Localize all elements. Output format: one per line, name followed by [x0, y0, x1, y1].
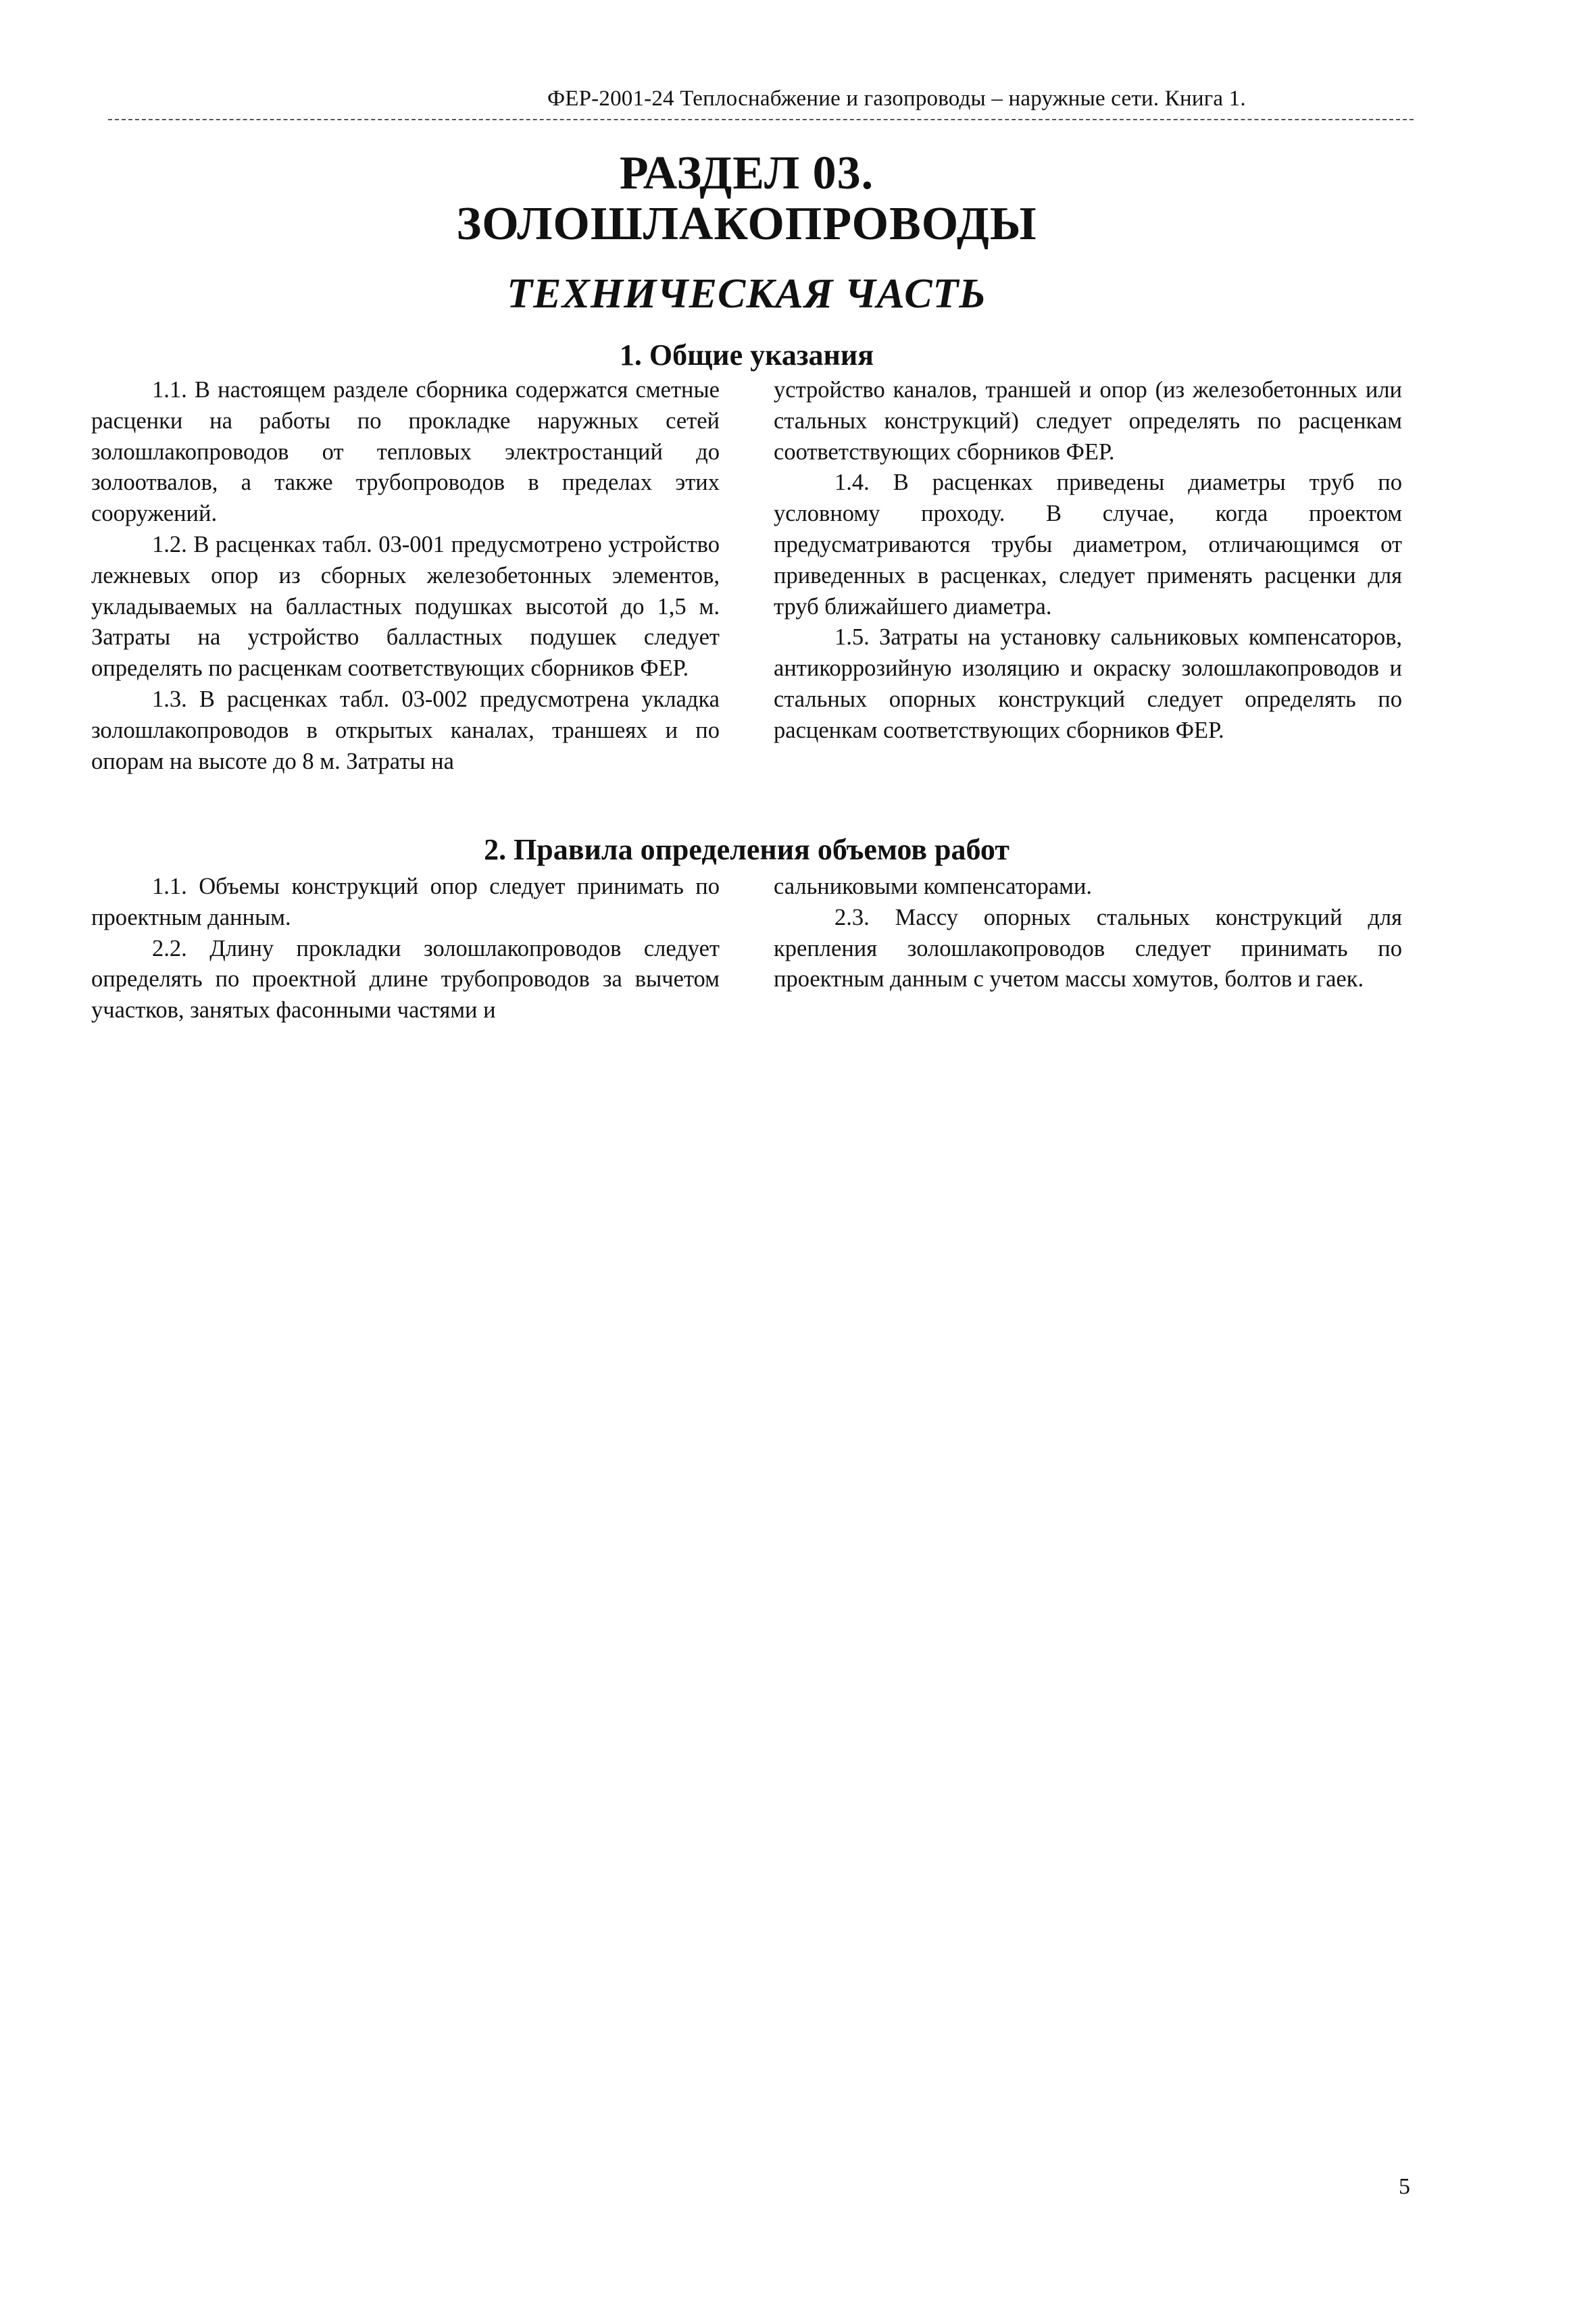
section-name-title: ЗОЛОШЛАКОПРОВОДЫ: [456, 198, 1037, 250]
paragraph-2-2: 2.2. Длину прокладки золошлакопроводов следует определять по проектной длине трубопроводов за вычетом участков, занятых фасонными частями и: [91, 935, 720, 1024]
paragraph-2-1: 1.1. Объемы конструкций опор следует принимать по проектным данным.: [91, 874, 720, 930]
page-number: 5: [1399, 2174, 1410, 2199]
technical-part-subtitle: ТЕХНИЧЕСКАЯ ЧАСТЬ: [507, 271, 987, 317]
paragraph-2-2-continued: сальниковыми компенсаторами.: [774, 874, 1093, 899]
section-number-title: РАЗДЕЛ 03.: [619, 147, 874, 199]
paragraph-1-3-continued: устройство каналов, траншей и опор (из железобетонных или стальных конструкций) следует определять по расценкам соответствующих сборников ФЕР.: [774, 377, 1402, 465]
general-instructions-left-column: [91, 375, 720, 777]
paragraph-1-2: 1.2. В расценках табл. 03-001 предусмотрено устройство лежневых опор из сборных железобетонных элементов, укладываемых на балластных подушках высотой до 1,5 м. Затраты на устройство балластных подушек следует определять по расценкам соответствующих сборников ФЕР.: [91, 531, 720, 682]
header-rule: [108, 119, 1414, 120]
paragraph-1-4: 1.4. В расценках приведены диаметры труб по условному проходу. В случае, когда проектом предусматриваются трубы диаметром, отличающимся от приведенных в расценках, следует применять расценки для труб ближайшего диаметра.: [774, 470, 1402, 620]
paragraph-2-3: 2.3. Массу опорных стальных конструкций для крепления золошлакопроводов следует принимать по проектным данным с учетом массы хомутов, болтов и гаек.: [774, 904, 1402, 992]
paragraph-1-1: 1.1. В настоящем разделе сборника содержатся сметные расценки на работы по прокладке наружных сетей золошлакопроводов от тепловых электростанций до золоотвалов, а также трубопроводов в пределах этих сооружений.: [91, 377, 720, 527]
volume-rules-heading: 2. Правила определения объемов работ: [484, 833, 1009, 866]
paragraph-1-5: 1.5. Затраты на установку сальниковых компенсаторов, антикоррозийную изоляцию и окраску золошлакопроводов и стальных опорных конструкций следует определять по расценкам соответствующих сборников ФЕР.: [774, 624, 1402, 743]
volume-rules-right-column: [774, 872, 1402, 995]
paragraph-1-3: 1.3. В расценках табл. 03-002 предусмотрена укладка золошлакопроводов в открытых каналах, траншеях и по опорам на высоте до 8 м. Затраты на: [91, 686, 720, 774]
general-instructions-heading: 1. Общие указания: [619, 338, 874, 372]
general-instructions-right-column: [774, 375, 1402, 747]
running-header: ФЕР-2001-24 Теплоснабжение и газопроводы – наружные сети. Книга 1.: [547, 86, 1246, 111]
volume-rules-left-column: [91, 872, 720, 1026]
